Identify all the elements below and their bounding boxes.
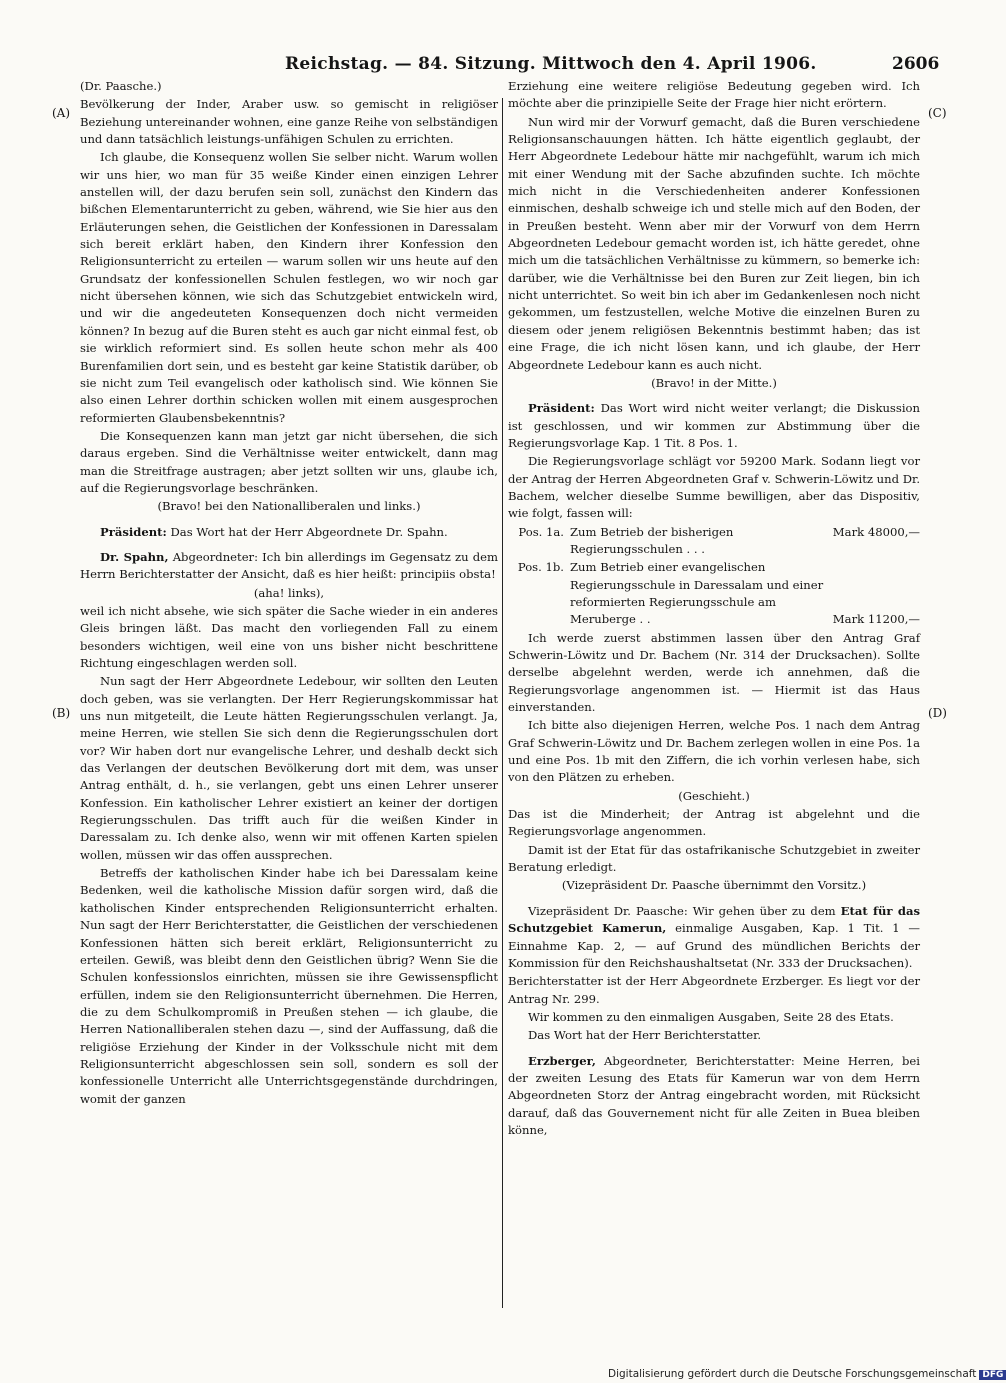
digitization-credit [608, 1368, 1006, 1380]
paragraph: Das Wort hat der Herr Berichterstatter. [528, 1028, 762, 1043]
margin-marker-d: (D) [928, 706, 947, 720]
running-header [0, 54, 1000, 76]
paragraph: Bevölkerung der Inder, Araber usw. so gemischt in religiöser Beziehung untereinander wohnen, eine ganze Reihe von selbständigen und dann tatsächlich leistungs-unfähigen Schulen zu errichten. [80, 97, 498, 147]
procedure-note: (Vizepräsident Dr. Paasche übernimmt den Vorsitz.) [561, 878, 867, 893]
margin-marker-a: (A) [52, 106, 71, 120]
paragraph: Erziehung eine weitere religiöse Bedeutung gegeben wird. Ich möchte aber die prinzipielle Seite der Frage hier nicht erörtern. [508, 79, 920, 111]
speech-text: Das Wort wird nicht weiter verlangt; die Diskussion ist geschlossen, und wir kommen zur Abstimmung über die Regierungsvorlage Kap. 1 Tit. 8 Pos. 1. [508, 401, 920, 450]
paragraph: Betreffs der katholischen Kinder habe ich bei Daressalam keine Bedenken, weil die katholische Mission dafür sorgen wird, daß die katholischen Kinder entsprechenden Religionsunterricht erhalten. Nun sagt der Herr Berichterstatter, die Geistlichen der verschiedenen Konfessionen hätten sich bereit erklärt, Religionsunterricht zu erteilen. Gewiß, was bleibt denn den Geistlichen übrig? Wenn Sie die Schulen konfessionslos einrichten, müssen sie ihre Gewissenspflicht erfüllen, indem sie den Religionsunterricht übernehmen. Die Herren, die zu dem Schulkompromiß in Preußen stehen — ich glaube, die Herren Nationalliberalen stehen dazu —, sind der Auffassung, daß die religiöse Erziehung der Kinder in der Volksschule nicht mit dem Religionsunterricht abgeschlossen sein soll, sondern es soll der konfessionelle Unterricht alle Unterrichtsgegenstände durchdringen, womit der ganzen [80, 866, 498, 1106]
position-label: Pos. 1a. [518, 524, 564, 539]
margin-marker-b: (B) [52, 706, 71, 720]
paragraph: Die Konsequenzen kann man jetzt gar nicht übersehen, die sich daraus ergeben. Sind die Verhältnisse weiter entwickelt, dann mag man die Streitfrage austragen; aber jetzt sollten wir uns, glaube ich, auf die Regierungsvorlage beschränken. [80, 428, 498, 495]
speaker-name: Präsident: [100, 524, 167, 539]
page-number: 2606 [892, 54, 940, 74]
speech-text: Abgeordneter, Berichterstatter: Meine Herren, bei der zweiten Lesung des Etats für Kamerun war von dem Herrn Abgeordneten Storz der Antrag eingebracht worden, mit Rücksicht darauf, daß das Gouvernement nicht für alle Zeiten in Buea bleiben könne, [508, 1053, 921, 1137]
speaker-name: Erzberger, [528, 1053, 596, 1068]
position-text: Zum Betrieb der bisherigen Regierungsschulen . . . [570, 524, 734, 556]
position-row [508, 524, 920, 559]
paragraph: Wir kommen zu den einmaligen Ausgaben, Seite 28 des Etats. [528, 1009, 894, 1024]
paragraph [80, 524, 498, 541]
paragraph: Nun wird mir der Vorwurf gemacht, daß die Buren verschiedene Religionsanschauungen hätten. Ich hätte eigentlich geglaubt, der Herr Abgeordnete Ledebour hätte mir nachgefühlt, warum ich mich mit einer Wendung mit der Sache abzufinden suchte. Ich möchte mich nicht in die Verschiedenheiten anderer Konfessionen einmischen, deshalb schweige ich und stelle mich auf den Boden, der in Preußen besteht. Wenn aber mir der Vorwurf von dem Herrn Abgeordneten Ledebour gemacht worden ist, ich hätte geredet, ohne mich um die tatsächlichen Verhältnisse zu kümmern, so bemerke ich: darüber, wie die Verhältnisse bei den Buren zur Zeit liegen, bin ich nicht unterrichtet. So weit bin ich aber im Gedankenlesen noch nicht gekommen, um festzustellen, welche Motive die einzelnen Buren zu diesem oder jenem religiösen Bekenntnis bestimmt haben; das ist eine Frage, die ich nicht lösen kann, und ich glaube, der Herr Abgeordnete Ledebour kann es auch nicht. [508, 114, 920, 372]
paragraph: Ich glaube, die Konsequenz wollen Sie selber nicht. Warum wollen wir uns hier, wo man für 35 weiße Kinder einen einzigen Lehrer anstellen will, der dazu berufen sein soll, zunächst den Kindern das bißchen Elementarunterricht zu geben, während, wie Sie hier aus den Erläuterungen sehen, die Geistlichen der Konfessionen in Daressalam sich bereit erklärt haben, den Kindern ihrer Konfession den Religionsunterricht zu erteilen — warum sollen wir uns heute auf den Grundsatz der konfessionellen Schulen festlegen, wo wir noch gar nicht übersehen können, wie sich das Schutzgebiet entwickeln wird, und wir die angedeuteten Konsequenzen doch nicht vermeiden können? In bezug auf die Buren steht es auch gar nicht einmal fest, ob sie wirklich reformiert sind. Es sollen heute schon mehr als 400 Burenfamilien dort sein, und es besteht gar keine Statistik darüber, ob sie nicht zum Teil evangelisch oder katholisch sind. Wie können Sie also einen Lehrer dorthin schicken wollen mit einem ausgesprochen reformierten Glaubensbekenntnis? [80, 150, 498, 425]
paragraph: Damit ist der Etat für das ostafrikanische Schutzgebiet in zweiter Beratung erledigt. [508, 842, 920, 875]
speaker-name: Vizepräsident Dr. Paasche: [528, 903, 688, 918]
paragraph: Die Regierungsvorlage schlägt vor 59200 Mark. Sodann liegt vor der Antrag der Herren Abgeordneten Graf v. Schwerin-Löwitz und Dr. Bachem, welcher dieselbe Summe bewilligen, aber das Dispositiv, wie folgt, fassen will: [508, 454, 920, 521]
interjection: (aha! links), [253, 585, 325, 600]
applause-note: (Bravo! bei den Nationalliberalen und links.) [157, 499, 421, 514]
position-row [508, 559, 920, 628]
left-column [80, 78, 498, 1109]
speech-text: Das Wort hat der Herr Abgeordnete Dr. Spahn. [170, 524, 448, 539]
paragraph: Nun sagt der Herr Abgeordnete Ledebour, wir sollten den Leuten doch geben, was sie verlangten. Der Herr Regierungskommissar hat uns nun mitgeteilt, die Leute hätten Regierungsschulen verlangt. Ja, meine Herren, wie stellen Sie sich denn die Regierungsschulen dort vor? Wir haben dort nur evangelische Lehrer, und deshalb deckt sich das Verlangen der deutschen Bevölkerung dort mit dem, was unser Antrag enthält, d. h., sie verlangen, gebt uns einen Lehrer unserer Konfession. Ein katholischer Lehrer existiert an keiner der dortigen Regierungsschulen. Das trifft auch für die weißen Kinder in Daressalam zu. Ich denke also, wenn wir mit offenen Karten spielen wollen, müssen wir das offen aussprechen. [80, 674, 498, 862]
procedure-note: (Geschieht.) [678, 788, 750, 803]
budget-title: Etat für das Schutzgebiet Kamerun, [508, 903, 920, 936]
right-column [508, 78, 920, 1140]
paragraph [508, 400, 920, 452]
credit-text: Digitalisierung gefördert durch die Deutsche Forschungsgemeinschaft [608, 1368, 977, 1380]
paragraph [80, 549, 498, 584]
paragraph: Ich bitte also diejenigen Herren, welche Pos. 1 nach dem Antrag Graf Schwerin-Löwitz und Dr. Bachem zerlegen wollen in eine Pos. 1a und eine Pos. 1b mit den Ziffern, die ich vorhin verlesen habe, sich von den Plätzen zu erheben. [508, 718, 920, 785]
paragraph [508, 903, 920, 972]
speech-text: Wir gehen über zu dem [692, 903, 836, 918]
column-divider [502, 98, 503, 1308]
speech-text: Abgeordneter: Ich bin allerdings im Gegensatz zu dem Herrn Berichterstatter der Ansicht, daß es hier heißt: principiis obsta! [80, 549, 498, 582]
paragraph: weil ich nicht absehe, wie sich später die Sache wieder in ein anderes Gleis bringen läßt. Das macht den vorliegenden Fall zu einem besonders wichtigen, weil eine von uns bisher nicht beschrittene Richtung eingeschlagen werden soll. [80, 603, 498, 670]
margin-marker-c: (C) [928, 106, 947, 120]
position-amount: Mark 48000,— [832, 524, 920, 539]
header-title: Reichstag. — 84. Sitzung. Mittwoch den 4. April 1906. [285, 54, 817, 74]
speech-text: einmalige Ausgaben, Kap. 1 Tit. 1 — Einnahme Kap. 2, — auf Grund des mündlichen Berichts der Kommission für den Reichshaushaltsetat (Nr. 333 der Drucksachen). [508, 921, 921, 970]
position-text: Zum Betrieb einer evangelischen Regierungsschule in Daressalam und einer reformierten Regierungsschule am Meruberge . . [570, 560, 824, 627]
speaker-name: Dr. Spahn, [100, 549, 169, 564]
speaker-name: Präsident: [528, 401, 595, 416]
speaker-note: (Dr. Paasche.) [80, 79, 162, 93]
position-label: Pos. 1b. [517, 560, 564, 575]
position-amount: Mark 11200,— [832, 612, 920, 627]
paragraph [508, 1053, 920, 1140]
paragraph: Ich werde zuerst abstimmen lassen über den Antrag Graf Schwerin-Löwitz und Dr. Bachem (Nr. 314 der Drucksachen). Sollte derselbe abgelehnt werden, werde ich annehmen, daß die Regierungsvorlage angenommen ist. — Hiermit ist das Haus einverstanden. [508, 630, 920, 715]
paragraph: Das ist die Minderheit; der Antrag ist abgelehnt und die Regierungsvorlage angenommen. [508, 807, 920, 839]
paragraph: Berichterstatter ist der Herr Abgeordnete Erzberger. Es liegt vor der Antrag Nr. 299. [508, 974, 920, 1006]
dfg-logo: DFG [979, 1370, 1006, 1380]
applause-note: (Bravo! in der Mitte.) [651, 375, 777, 390]
